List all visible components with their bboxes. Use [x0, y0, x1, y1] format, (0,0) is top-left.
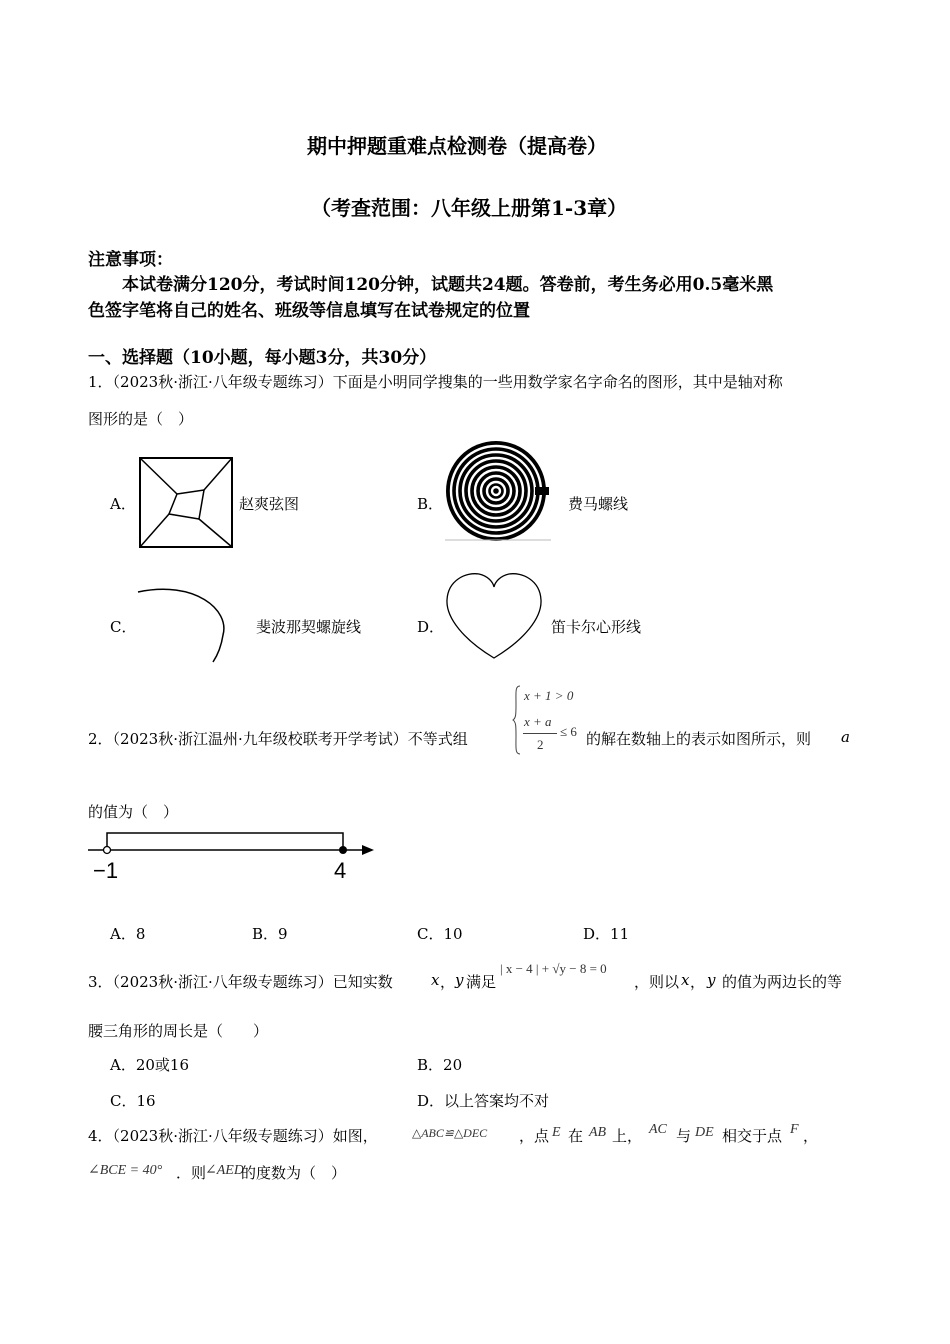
question-2-pre: 2．（2023秋·浙江温州·九年级校联考开学考试）不等式组: [88, 730, 468, 748]
option-c-label: C．: [110, 618, 137, 636]
question-4-text-4: 与: [676, 1127, 692, 1145]
option-d-label: D．: [417, 618, 445, 636]
inequality-fraction-denominator: 2: [537, 737, 544, 752]
question-1-line-1: 1．（2023秋·浙江·八年级专题练习）下面是小明同学搜集的一些用数学家名字命名的图形，其中是轴对称: [88, 373, 783, 391]
question-4-text-8: 的度数为（ ）: [241, 1164, 347, 1182]
question-3-line-2: 腰三角形的周长是（ ）: [88, 1022, 269, 1040]
question-4-point-e: E: [552, 1125, 561, 1140]
option-d-caption: 笛卡尔心形线: [551, 618, 642, 636]
question-4-angle-bce: ∠BCE = 40°: [88, 1163, 163, 1178]
question-3-option-b: B．20: [417, 1056, 463, 1074]
question-4-text-5: 相交于点: [722, 1127, 783, 1145]
notice-heading: 注意事项：: [88, 250, 173, 270]
question-3-y: y: [455, 971, 464, 989]
question-3-x-2: x: [681, 971, 690, 989]
number-line: [86, 828, 376, 858]
question-3-option-c: C．16: [110, 1092, 156, 1110]
question-2-option-b: B．9: [252, 925, 288, 943]
question-4-text-3: 上，: [612, 1127, 643, 1145]
question-3-comma-2: ，: [690, 973, 706, 991]
question-2-option-d: D．11: [583, 925, 630, 943]
question-4-point-f: F: [790, 1122, 799, 1137]
question-4-text-2: 在: [568, 1127, 584, 1145]
question-2-option-a: A．8: [110, 925, 146, 943]
question-2-post: 的解在数轴上的表示如图所示，则: [586, 730, 812, 748]
section-heading: 一、选择题（10小题，每小题3分，共30分）: [88, 348, 437, 368]
question-3-y-2: y: [707, 971, 716, 989]
notice-line-2: 色签字笔将自己的姓名、班级等信息填写在试卷规定的位置: [88, 301, 530, 321]
question-3-post-2: 的值为两边长的等: [722, 973, 843, 991]
question-3-post-1: ，则以: [634, 973, 680, 991]
question-4-text-6: ，: [803, 1127, 819, 1145]
question-3-option-a: A．20或16: [110, 1056, 190, 1074]
inequality-line-1: x + 1 > 0: [524, 688, 574, 703]
zhao-shuang-diagram: [139, 457, 233, 548]
option-a-label: A．: [110, 495, 136, 513]
question-3-mid: 满足: [466, 973, 497, 991]
question-4-pre: 4．（2023秋·浙江·八年级专题练习）如图，: [88, 1127, 378, 1145]
option-a-caption: 赵爽弦图: [239, 495, 300, 513]
question-3-option-d: D．以上答案均不对: [417, 1092, 550, 1110]
inequality-fraction-bar: [523, 733, 557, 734]
page-subtitle: （考查范围：八年级上册第1-3章）: [311, 196, 628, 220]
question-2-var: a: [841, 728, 850, 746]
option-b-caption: 费马螺线: [568, 495, 629, 513]
question-2-option-c: C．10: [417, 925, 463, 943]
page-title: 期中押题重难点检测卷（提高卷）: [307, 134, 607, 158]
question-4-segment-ac: AC: [649, 1122, 667, 1137]
inequality-fraction-numerator: x + a: [524, 714, 552, 729]
option-b-label: B．: [417, 495, 444, 513]
fermat-spiral-figure: [445, 440, 551, 544]
question-4-text-1: ，点: [519, 1127, 550, 1145]
inequality-system-brace: [512, 684, 522, 756]
inequality-relation: ≤ 6: [560, 724, 577, 739]
question-4-text-7: ．则: [176, 1164, 207, 1182]
question-4-angle-aed: ∠AED: [205, 1163, 244, 1178]
question-3-comma: ，: [440, 973, 456, 991]
question-3-equation: | x − 4 | + √y − 8 = 0: [500, 961, 607, 976]
question-3-pre: 3．（2023秋·浙江·八年级专题练习）已知实数: [88, 973, 393, 991]
question-2-line-2: 的值为（ ）: [88, 803, 179, 821]
cardioid-figure: [444, 570, 544, 662]
axis-label-minus-one: −1: [93, 858, 119, 883]
axis-label-four: 4: [334, 858, 347, 883]
question-4-segment-ab: AB: [589, 1125, 607, 1140]
option-c-caption: 斐波那契螺旋线: [256, 618, 362, 636]
question-4-congruence: △ABC≌△DEC: [412, 1126, 488, 1140]
question-3-x: x: [431, 971, 440, 989]
question-4-segment-de: DE: [695, 1125, 714, 1140]
fibonacci-spiral-figure: [135, 580, 235, 665]
question-1-line-2: 图形的是（ ）: [88, 410, 194, 428]
notice-line-1: 本试卷满分120分，考试时间120分钟，试题共24题。答卷前，考生务必用0.5毫米黑: [122, 275, 774, 295]
